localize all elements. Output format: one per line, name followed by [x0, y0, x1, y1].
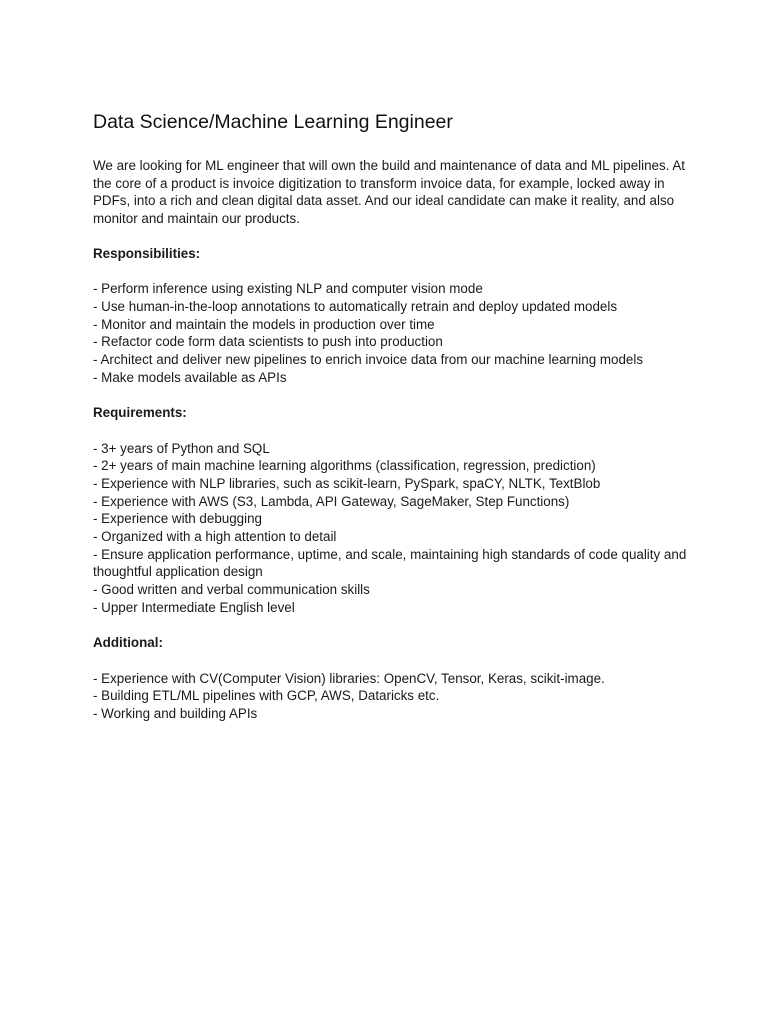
list-item: - Upper Intermediate English level — [93, 599, 295, 615]
list-item: - 2+ years of main machine learning algorithms (classification, regression, prediction) — [93, 458, 596, 474]
list-item: - Working and building APIs — [93, 706, 258, 722]
list-item: - Experience with NLP libraries, such as scikit-learn, PySpark, spaCY, NLTK, TextBlob — [93, 475, 601, 491]
section-heading-requirements: Requirements: — [93, 405, 187, 421]
list-item: - Good written and verbal communication skills — [93, 582, 370, 598]
list-item: - Experience with debugging — [93, 511, 262, 527]
list-item: - 3+ years of Python and SQL — [93, 440, 270, 456]
intro-paragraph: We are looking for ML engineer that will own the build and maintenance of data and ML pipelines. At the core of a product is invoice digitization to transform invoice data, for example, locked away in PDFs, into a rich and clean digital data asset. And our ideal candidate can make it reality, and also monitor and maintain our products. — [93, 158, 686, 227]
responsibilities-list — [93, 280, 688, 386]
list-item: - Experience with AWS (S3, Lambda, API Gateway, SageMaker, Step Functions) — [93, 493, 570, 509]
list-item: - Refactor code form data scientists to push into production — [93, 334, 443, 350]
list-item: - Architect and deliver new pipelines to enrich invoice data from our machine learning models — [93, 352, 644, 368]
section-heading-additional: Additional: — [93, 635, 163, 651]
list-item: - Use human-in-the-loop annotations to automatically retrain and deploy updated models — [93, 298, 618, 314]
requirements-list — [93, 440, 688, 617]
list-item: - Perform inference using existing NLP and computer vision mode — [93, 281, 483, 297]
additional-list — [93, 670, 688, 723]
list-item: - Make models available as APIs — [93, 369, 287, 385]
document-title: Data Science/Machine Learning Engineer — [93, 111, 453, 133]
list-item: - Building ETL/ML pipelines with GCP, AWS, Dataricks etc. — [93, 688, 440, 704]
section-heading-responsibilities: Responsibilities: — [93, 245, 201, 261]
list-item: - Ensure application performance, uptime, and scale, maintaining high standards of code quality and thoughtful application design — [93, 546, 687, 580]
list-item: - Organized with a high attention to detail — [93, 529, 337, 545]
list-item: - Monitor and maintain the models in production over time — [93, 316, 435, 332]
list-item: - Experience with CV(Computer Vision) libraries: OpenCV, Tensor, Keras, scikit-image. — [93, 670, 605, 686]
